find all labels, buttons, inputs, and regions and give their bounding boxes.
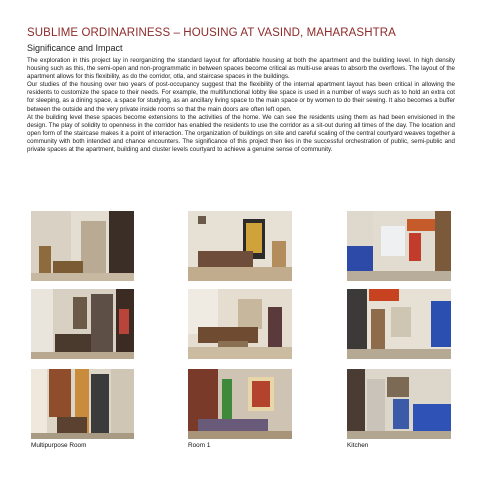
page-title: SUBLIME ORDINARINESS – HOUSING AT VASIND, MAHARASHTRA: [27, 27, 396, 39]
multipurpose-room-photo-1: [31, 211, 134, 281]
kitchen-photo-3: [347, 369, 451, 439]
multipurpose-room-photo-2: [31, 289, 134, 359]
kitchen-photo-1: [347, 211, 451, 281]
body-text: [27, 57, 455, 154]
kitchen-photo-2: [347, 289, 451, 359]
paragraph: Our studies of the housing over two years of post-occupancy suggest that the flexibility of the internal apartment layout has been critical in allowing the residents to customize the space to their needs. For example, the multifunctional lobby like space is used in a number of ways such as to hold an extra cot for sleeping, as a dining space, a space for studying, as an ancillary living space to the main space or by women to do their sewing. It also becomes a buffer between the outside and the very private inside rooms so that the main doors are often left open.: [27, 81, 455, 113]
caption-multipurpose-room: Multipurpose Room: [31, 442, 87, 449]
caption-kitchen: Kitchen: [347, 442, 369, 449]
multipurpose-room-photo-3: [31, 369, 134, 439]
paragraph: At the building level these spaces become extensions to the activities of the home. We can see the residents using them as had been envisioned in the design. The play of solidity to openness in the corridor has enabled the residents to use the corridor as a sit-out during all times of the day. The location and open form of the staircase makes it a point of interaction. The organization of buildings on site and careful scaling of the central courtyard weaves together a community with both intended and chance encounters. The significance of this project then lies in the successful orchestration of public, semi-public and private spaces at the apartment, building and cluster levels courtyard to achieve a genuine sense of community.: [27, 113, 455, 154]
paragraph: The exploration in this project lay in reorganizing the standard layout for affordable housing at both the apartment and the building level. In high density housing such as this, the semi-open and non-programmatic in between spaces become critical as multi-use areas to absorb the overflows. The layout of the apartment allows for this flexibility, as do the corridor, otla, and staircase spaces in the buildings.: [27, 57, 455, 81]
caption-room: Room 1: [188, 442, 211, 449]
room-photo-3: [188, 369, 292, 439]
room-photo-1: [188, 211, 292, 281]
room-photo-2: [188, 289, 292, 359]
section-subtitle: Significance and Impact: [27, 43, 123, 53]
